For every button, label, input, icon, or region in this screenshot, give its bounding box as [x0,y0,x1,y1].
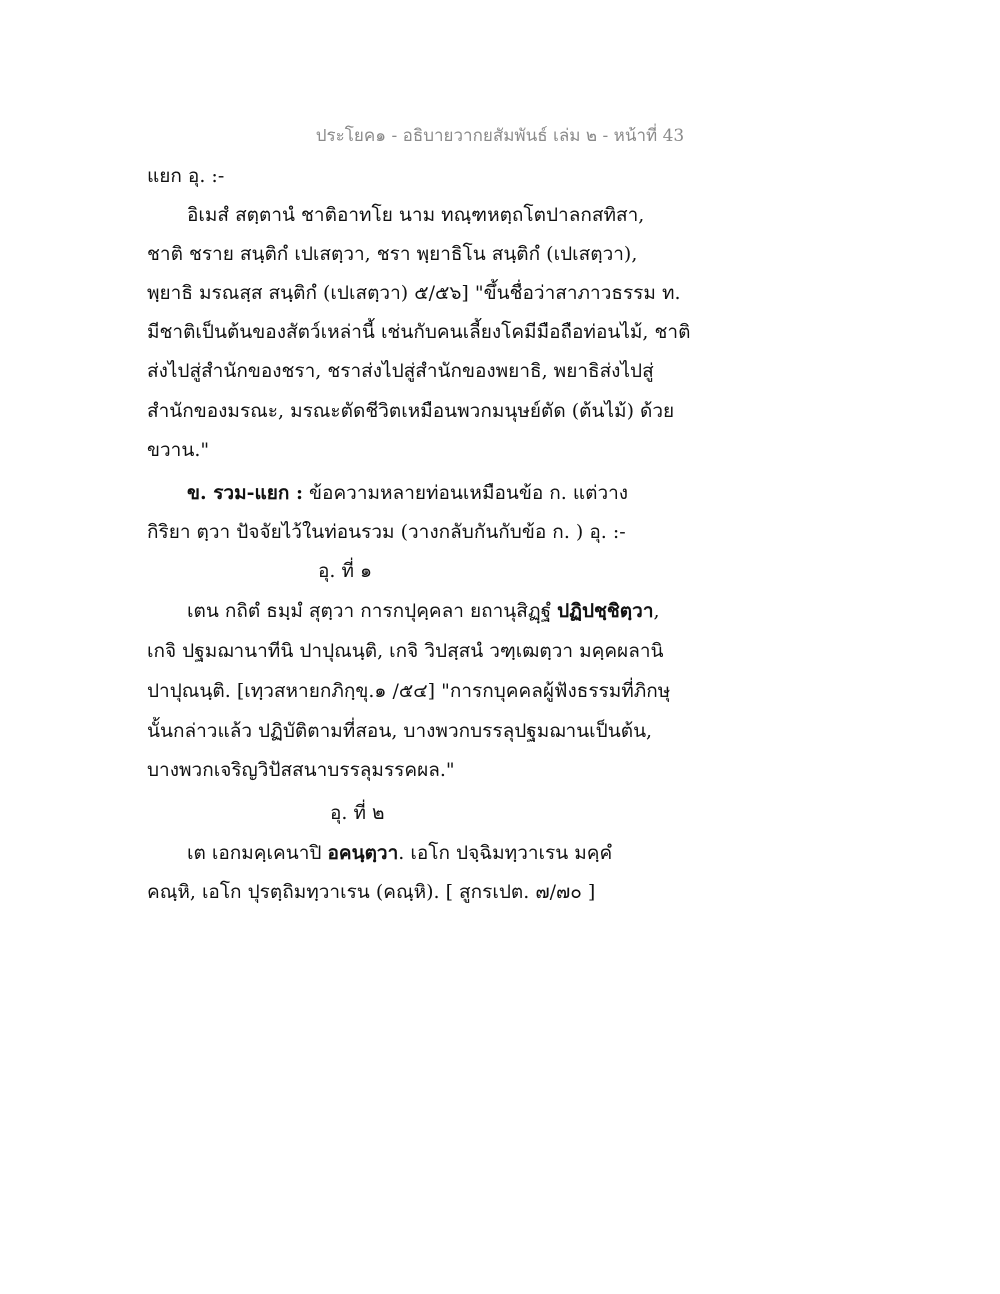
text-line-19: คณฺหิ, เอโก ปุรตฺถิมทฺวาเรน (คณฺหิ). [ สูกรเปต. ๗/๗๐ ] [147,881,596,903]
section-heading-label: ข. รวม-แยก : [187,482,304,504]
text-line-4: พฺยาธิ มรณสฺส สนฺติกํ (เปเสตฺวา) ๕/๕๖] "ขึ้นชื่อว่าสาภาวธรรม ท. [147,282,681,304]
text-line-10: กิริยา ตฺวา ปัจจัยไว้ในท่อนรวม (วางกลับกันกับข้อ ก. ) อุ. :- [147,521,626,543]
text-line-12 [187,598,660,624]
text-line-2: อิเมสํ สตฺตานํ ชาติอาทโย นาม ทณฺฑหตฺถโตปาลกสทิสา, [187,204,645,226]
text-line-6: ส่งไปสู่สำนักของชรา, ชราส่งไปสู่สำนักของพยาธิ, พยาธิส่งไปสู่ [147,360,654,382]
page-header: ประโยค๑ - อธิบายวากยสัมพันธ์ เล่ม ๒ - หน้าที่ 43 [315,126,685,146]
text-line-12-end: , [653,600,660,622]
text-line-18-start: เต เอกมคฺเคนาปิ [187,842,328,864]
text-line-15: นั้นกล่าวแล้ว ปฏิบัติตามที่สอน, บางพวกบรรลุปฐมฌานเป็นต้น, [147,720,653,742]
text-line-8: ขวาน." [147,439,210,461]
text-line-16: บางพวกเจริญวิปัสสนาบรรลุมรรคผล." [147,759,455,781]
text-line-1: แยก อุ. :- [147,165,225,187]
text-line-5: มีชาติเป็นต้นของสัตว์เหล่านี้ เช่นกับคนเลี้ยงโคมีมือถือท่อนไม้, ชาติ [147,321,691,343]
section-heading-text: ข้อความหลายท่อนเหมือนข้อ ก. แต่วาง [303,482,629,504]
text-line-12-bold: ปฏิปชฺชิตฺวา [557,600,654,622]
text-line-18-bold: อคนฺตฺวา [327,842,399,864]
text-line-14: ปาปุณนฺติ. [เทฺวสหายกภิกฺขุ.๑ /๕๔] "การกบุคคลผู้ฟังธรรมที่ภิกษุ [147,680,671,702]
text-line-12-start: เตน กถิตํ ธมฺมํ สุตฺวา การกปุคฺคลา ยถานุสิฏฺฐํ [187,600,558,622]
example-heading-2: อุ. ที่ ๒ [330,802,385,824]
text-line-18 [187,840,612,866]
text-line-13: เกจิ ปฐมฌานาทีนิ ปาปุณนฺติ, เกจิ วิปสฺสนํ วฑฺเฒตฺวา มคฺคผลานิ [147,640,664,662]
text-line-3: ชาติ ชราย สนฺติกํ เปเสตฺวา, ชรา พฺยาธิโน สนฺติกํ (เปเสตฺวา), [147,243,638,265]
text-line-18-end: . เอโก ปจฺฉิมทฺวาเรน มคฺคํ [398,842,613,864]
section-heading-line [187,480,628,506]
example-heading-1: อุ. ที่ ๑ [318,560,373,582]
text-line-7: สำนักของมรณะ, มรณะตัดชีวิตเหมือนพวกมนุษย์ตัด (ต้นไม้) ด้วย [147,400,675,422]
